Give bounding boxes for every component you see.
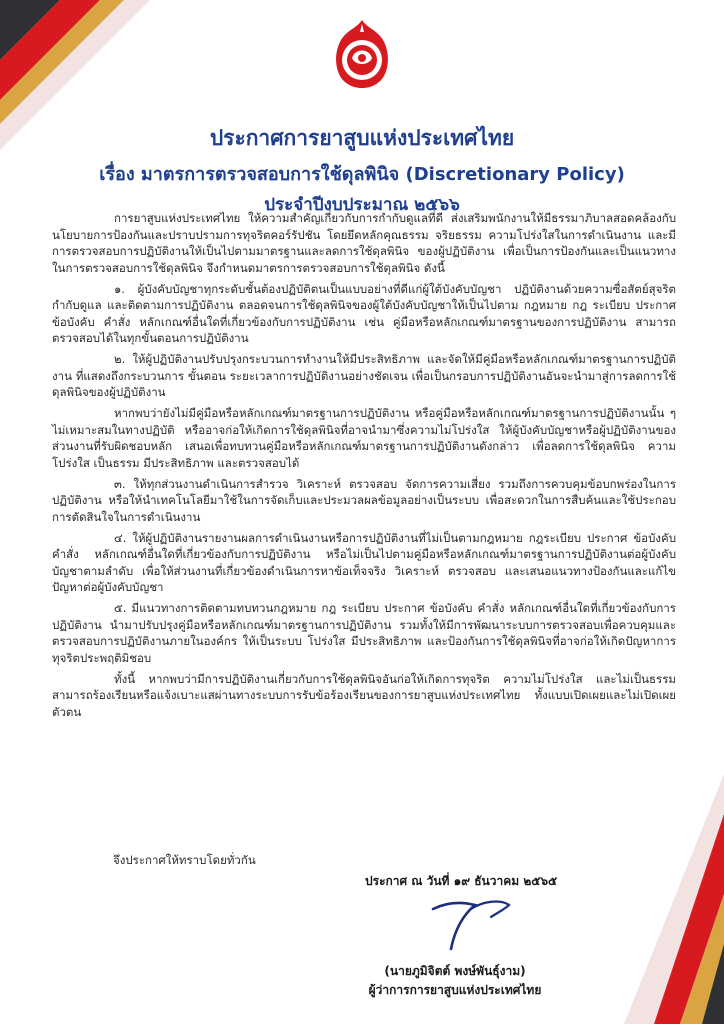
- page-title: ประกาศการยาสูบแห่งประเทศไทย: [209, 126, 515, 150]
- intro-paragraph: การยาสูบแห่งประเทศไทย ให้ความสำคัญเกี่ยวกับการกำกับดูแลที่ดี ส่งเสริมพนักงานให้มีธรรมาภิบาลสอดคล้องกับนโยบายการป้องกันและปราบปรามการทุจริตคอร์รัปชัน โดยยึดหลักคุณธรรม จริยธรรม ความโปร่งใสในการดำเนินงาน และมีการตรวจสอบการปฏิบัติงานให้เป็นไปตามมาตรฐานและลดการใช้ดุลพินิจ ของผู้ปฏิบัติงาน เพื่อเป็นการป้องกันและเป็นแนวทางในการตรวจสอบการใช้ดุลพินิจ จึงกำหนดมาตรการตรวจสอบการใช้ดุลพินิจ ดังนี้: [52, 211, 676, 275]
- measure-4: ๔. ให้ผู้ปฏิบัติงานรายงานผลการดำเนินงานหรือการปฏิบัติงานที่ไม่เป็นตามกฎหมาย กฎระเบียบ ประกาศ ข้อบังคับ คำสั่ง หลักเกณฑ์อื่นใดที่เกี่ยวข้องกับการปฏิบัติงาน หรือไม่เป็นไปตามคู่มือหรือหลักเกณฑ์มาตรฐานการปฏิบัติงานต่อผู้บังคับบัญชาตามลำดับ เพื่อให้ส่วนงานที่เกี่ยวข้องดำเนินการหาข้อเท็จจริง วิเคราะห์ ตรวจสอบ และเสนอแนวทางป้องกันและแก้ไขปัญหาต่อผู้บังคับบัญชา: [52, 530, 676, 595]
- fiscal-year-heading: ประจำปีงบประมาณ ๒๕๖๖: [264, 195, 460, 215]
- tobacco-authority-logo: [333, 18, 391, 90]
- signatory-name: (นายภูมิจิตต์ พงษ์พันธุ์งาม): [384, 964, 526, 978]
- measure-1: ๑. ผู้บังคับบัญชาทุกระดับชั้นต้องปฏิบัติตนเป็นแบบอย่างที่ดีแก่ผู้ใต้บังคับบัญชา ปฏิบัติงานด้วยความซื่อสัตย์สุจริต กำกับดูแล และติดตามการปฏิบัติงาน ตลอดจนการใช้ดุลพินิจของผู้ใต้บังคับบัญชาให้เป็นไปตาม กฎหมาย กฎ ระเบียบ ประกาศ ข้อบังคับ คำสั่ง หลักเกณฑ์อื่นใดที่เกี่ยวข้องกับการปฏิบัติงาน เช่น คู่มือหรือหลักเกณฑ์มาตรฐานของการปฏิบัติงาน สามารถตรวจสอบได้ในทุกขั้นตอนการปฏิบัติงาน: [52, 281, 676, 346]
- handwritten-signature: [425, 893, 535, 953]
- complaint-paragraph: ทั้งนี้ หากพบว่ามีการปฏิบัติงานเกี่ยวกับการใช้ดุลพินิจอันก่อให้เกิดการทุจริต ความไม่โปร่งใส และไม่เป็นธรรม สามารถร้องเรียนหรือแจ้งเบาะแสผ่านทางระบบการรับข้อร้องเรียนของการยาสูบแห่งประเทศไทย ทั้งแบบเปิดเผยและไม่เปิดเผยตัวตน: [52, 671, 676, 719]
- closing-line: จึงประกาศให้ทราบโดยทั่วกัน: [113, 853, 256, 867]
- announcement-body: [52, 210, 676, 725]
- signatory-title: ผู้ว่าการการยาสูบแห่งประเทศไทย: [368, 983, 542, 997]
- announcement-date: ประกาศ ณ วันที่ ๑๙ ธันวาคม ๒๕๖๕: [365, 874, 558, 888]
- measure-2: ๒. ให้ผู้ปฏิบัติงานปรับปรุงกระบวนการทำงานให้มีประสิทธิภาพ และจัดให้มีคู่มือหรือหลักเกณฑ์มาตรฐานการปฏิบัติงาน ที่แสดงถึงกระบวนการ ขั้นตอน ระยะเวลาการปฏิบัติงานอย่างชัดเจน เพื่อเป็นกรอบการปฏิบัติงานอันจะนำมาสู่การลดการใช้ดุลพินิจของผู้ปฏิบัติงาน: [52, 352, 676, 400]
- measure-2-continued: หากพบว่ายังไม่มีคู่มือหรือหลักเกณฑ์มาตรฐานการปฏิบัติงาน หรือคู่มือหรือหลักเกณฑ์มาตรฐานการปฏิบัติงานนั้น ๆ ไม่เหมาะสมในทางปฏิบัติ หรืออาจก่อให้เกิดการใช้ดุลพินิจที่อาจนำมาซึ่งความไม่โปร่งใส ให้ผู้บังคับบัญชาหรือผู้ปฏิบัติงานของส่วนงานที่รับผิดชอบหลัก เสนอเพื่อทบทวนคู่มือหรือหลักเกณฑ์มาตรฐานการปฏิบัติงานดังกล่าว เพื่อลดการใช้ดุลพินิจ ความโปร่งใส เป็นธรรม มีประสิทธิภาพ และตรวจสอบได้: [52, 406, 676, 470]
- subject-heading: เรื่อง มาตรการตรวจสอบการใช้ดุลพินิจ (Discretionary Policy): [99, 164, 625, 185]
- measure-5: ๕. มีแนวทางการติดตามทบทวนกฎหมาย กฎ ระเบียบ ประกาศ ข้อบังคับ คำสั่ง หลักเกณฑ์อื่นใดที่เกี่ยวข้องกับการปฏิบัติงาน นำมาปรับปรุงคู่มือหรือหลักเกณฑ์มาตรฐานการปฏิบัติงาน รวมทั้งให้มีการพัฒนาระบบการตรวจสอบเพื่อควบคุมและตรวจสอบการปฏิบัติงานภายในองค์กร ให้เป็นระบบ โปร่งใส มีประสิทธิภาพ และป้องกันการใช้ดุลพินิจที่อาจก่อให้เกิดปัญหาการทุจริตประพฤติมิชอบ: [52, 601, 676, 665]
- measure-3: ๓. ให้ทุกส่วนงานดำเนินการสำรวจ วิเคราะห์ ตรวจสอบ จัดการความเสี่ยง รวมถึงการควบคุมข้อบกพร่องในการปฏิบัติงาน หรือให้นำเทคโนโลยีมาใช้ในการจัดเก็บและประมวลผลข้อมูลอย่างเป็นระบบ เพื่อสะดวกในการสืบค้นและใช้ประกอบการตัดสินใจในการดำเนินงาน: [52, 476, 676, 524]
